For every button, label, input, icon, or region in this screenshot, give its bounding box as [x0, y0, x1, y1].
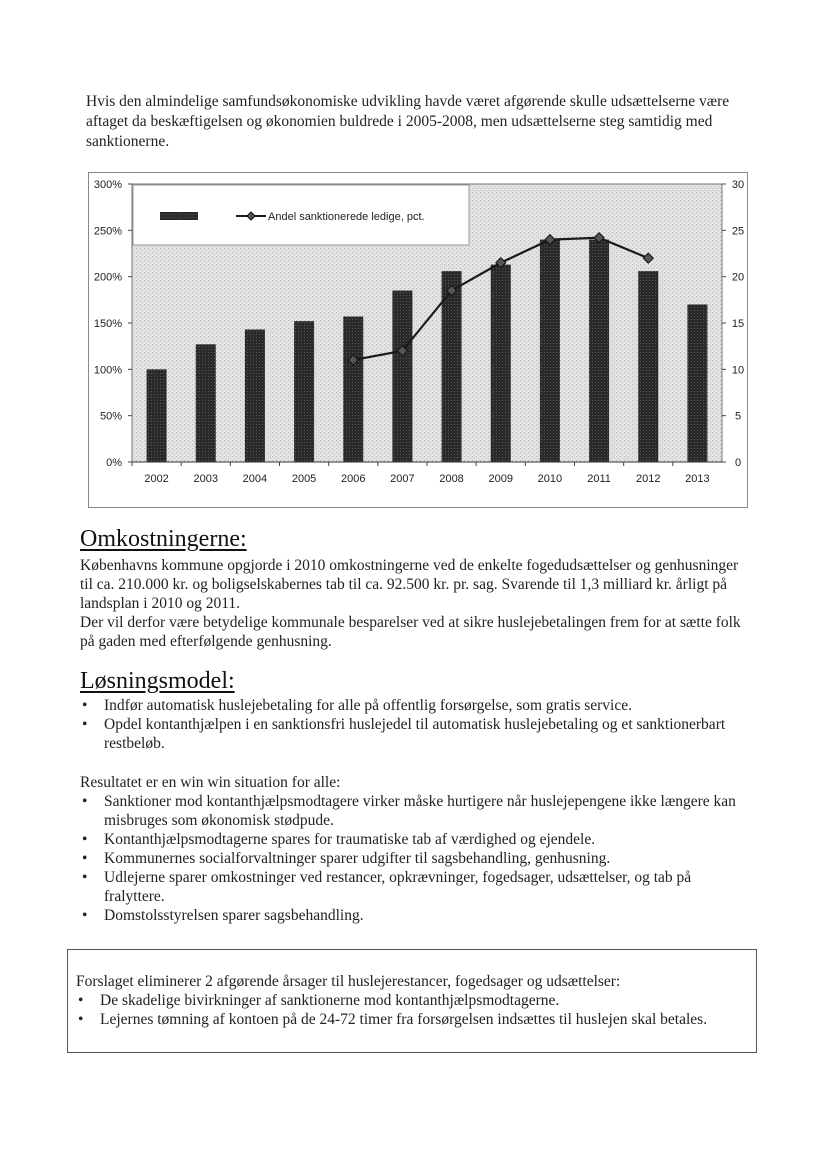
right-axis-label: 5: [734, 410, 742, 423]
model-bullets: [80, 696, 750, 753]
costs-paragraph-2: Der vil derfor være betydelige kommunale besparelser ved at sikre huslejebetalingen frem for at sætte folk på gaden med efterfølgende genhusning.: [80, 614, 741, 650]
list-item: • Sanktioner mod kontanthjælpsmodtagere virker måske hurtigere når huslejepengene ikke længere kan misbruges som økonomisk stødpude.: [80, 792, 750, 830]
legend: [133, 185, 469, 245]
bar-2011: [589, 240, 609, 462]
x-axis-label: 2011: [587, 473, 611, 485]
bar-2010: [540, 240, 560, 462]
chart: [88, 172, 748, 508]
x-axis-label: 2010: [537, 473, 563, 485]
right-axis-label: 25: [731, 225, 745, 238]
bar-2004: [245, 329, 265, 462]
right-axis-label: 0: [734, 457, 742, 469]
proposal-intro: Forslaget eliminerer 2 afgørende årsager til huslejerestancer, fogedsager og udsættelser:: [76, 973, 621, 990]
left-axis-label: 150%: [93, 318, 122, 330]
proposal-bullets: [76, 991, 746, 1029]
right-axis-label: 20: [731, 271, 745, 284]
bar-2012: [638, 271, 658, 462]
left-axis-label: 250%: [93, 225, 122, 238]
costs-paragraph-1: Københavns kommune opgjorde i 2010 omkostningerne ved de enkelte fogedudsættelser og genhusninger til ca. 210.000 kr. og boligselskabernes tab til ca. 92.500 kr. pr. sag. Svarende til 1,3 milliard kr. årligt på landsplan i 2010 og 2011.: [80, 557, 739, 612]
legend-line-label: Andel sanktionerede ledige, pct.: [268, 211, 425, 223]
costs-heading: Omkostningerne:: [80, 526, 247, 552]
list-item: • Kontanthjælpsmodtagerne spares for traumatiske tab af værdighed og ejendele.: [80, 830, 750, 849]
result-bullets: [80, 792, 750, 925]
bar-2003: [196, 344, 216, 462]
bar-line-chart: [88, 172, 748, 508]
bar-2007: [392, 291, 412, 462]
left-axis-label: 50%: [99, 410, 122, 423]
costs-section: [80, 556, 750, 651]
x-axis-label: 2013: [685, 473, 710, 485]
model-section: [80, 696, 750, 753]
bar-2002: [147, 369, 167, 462]
x-axis-label: 2007: [390, 473, 415, 485]
x-axis-label: 2009: [488, 473, 513, 485]
list-item: • Lejernes tømning af kontoen på de 24-72 timer fra forsørgelsen indsættes til huslejen skal betales.: [76, 1010, 746, 1029]
result-section: [80, 773, 750, 925]
list-item: • Domstolsstyrelsen sparer sagsbehandling.: [80, 906, 750, 925]
intro-paragraph: Hvis den almindelige samfundsøkonomiske udvikling havde været afgørende skulle udsættelserne være aftaget da beskæftigelsen og økonomien buldrede i 2005-2008, men udsættelserne steg samtidig med sanktionerne.: [86, 93, 730, 150]
model-heading: Løsningsmodel:: [80, 668, 235, 694]
list-item: • Indfør automatisk huslejebetaling for alle på offentlig forsørgelse, som gratis service.: [80, 696, 750, 715]
list-item: • Opdel kontanthjælpen i en sanktionsfri huslejedel til automatisk huslejebetaling og et sanktionerbart restbeløb.: [80, 715, 750, 753]
bar-2006: [343, 317, 363, 462]
left-axis-label: 200%: [93, 271, 122, 284]
list-item: • Udlejerne sparer omkostninger ved restancer, opkrævninger, fogedsager, udsættelser, og tab på fralyttere.: [80, 868, 750, 906]
bar-2013: [687, 304, 707, 462]
list-item: • Kommunernes socialforvaltninger sparer udgifter til sagsbehandling, genhusning.: [80, 849, 750, 868]
x-axis-label: 2012: [636, 473, 661, 485]
legend-bar-swatch: [160, 212, 198, 220]
x-axis-label: 2002: [144, 473, 169, 485]
list-item: • De skadelige bivirkninger af sanktionerne mod kontanthjælpsmodtagerne.: [76, 991, 746, 1010]
left-axis-label: 300%: [93, 179, 122, 191]
right-axis-label: 30: [731, 179, 745, 191]
bar-2005: [294, 321, 314, 462]
left-axis-label: 0%: [106, 457, 122, 469]
right-axis-label: 10: [731, 364, 745, 377]
x-axis-label: 2004: [242, 473, 268, 485]
x-axis-label: 2008: [439, 473, 464, 485]
x-axis-label: 2003: [193, 473, 218, 485]
left-axis-label: 100%: [93, 364, 122, 377]
right-axis-label: 15: [731, 318, 745, 330]
x-axis-label: 2006: [341, 473, 366, 485]
result-intro: Resultatet er en win win situation for alle:: [80, 774, 341, 791]
bar-2009: [491, 265, 511, 462]
proposal-box: [67, 949, 757, 1053]
x-axis-label: 2005: [291, 473, 317, 485]
